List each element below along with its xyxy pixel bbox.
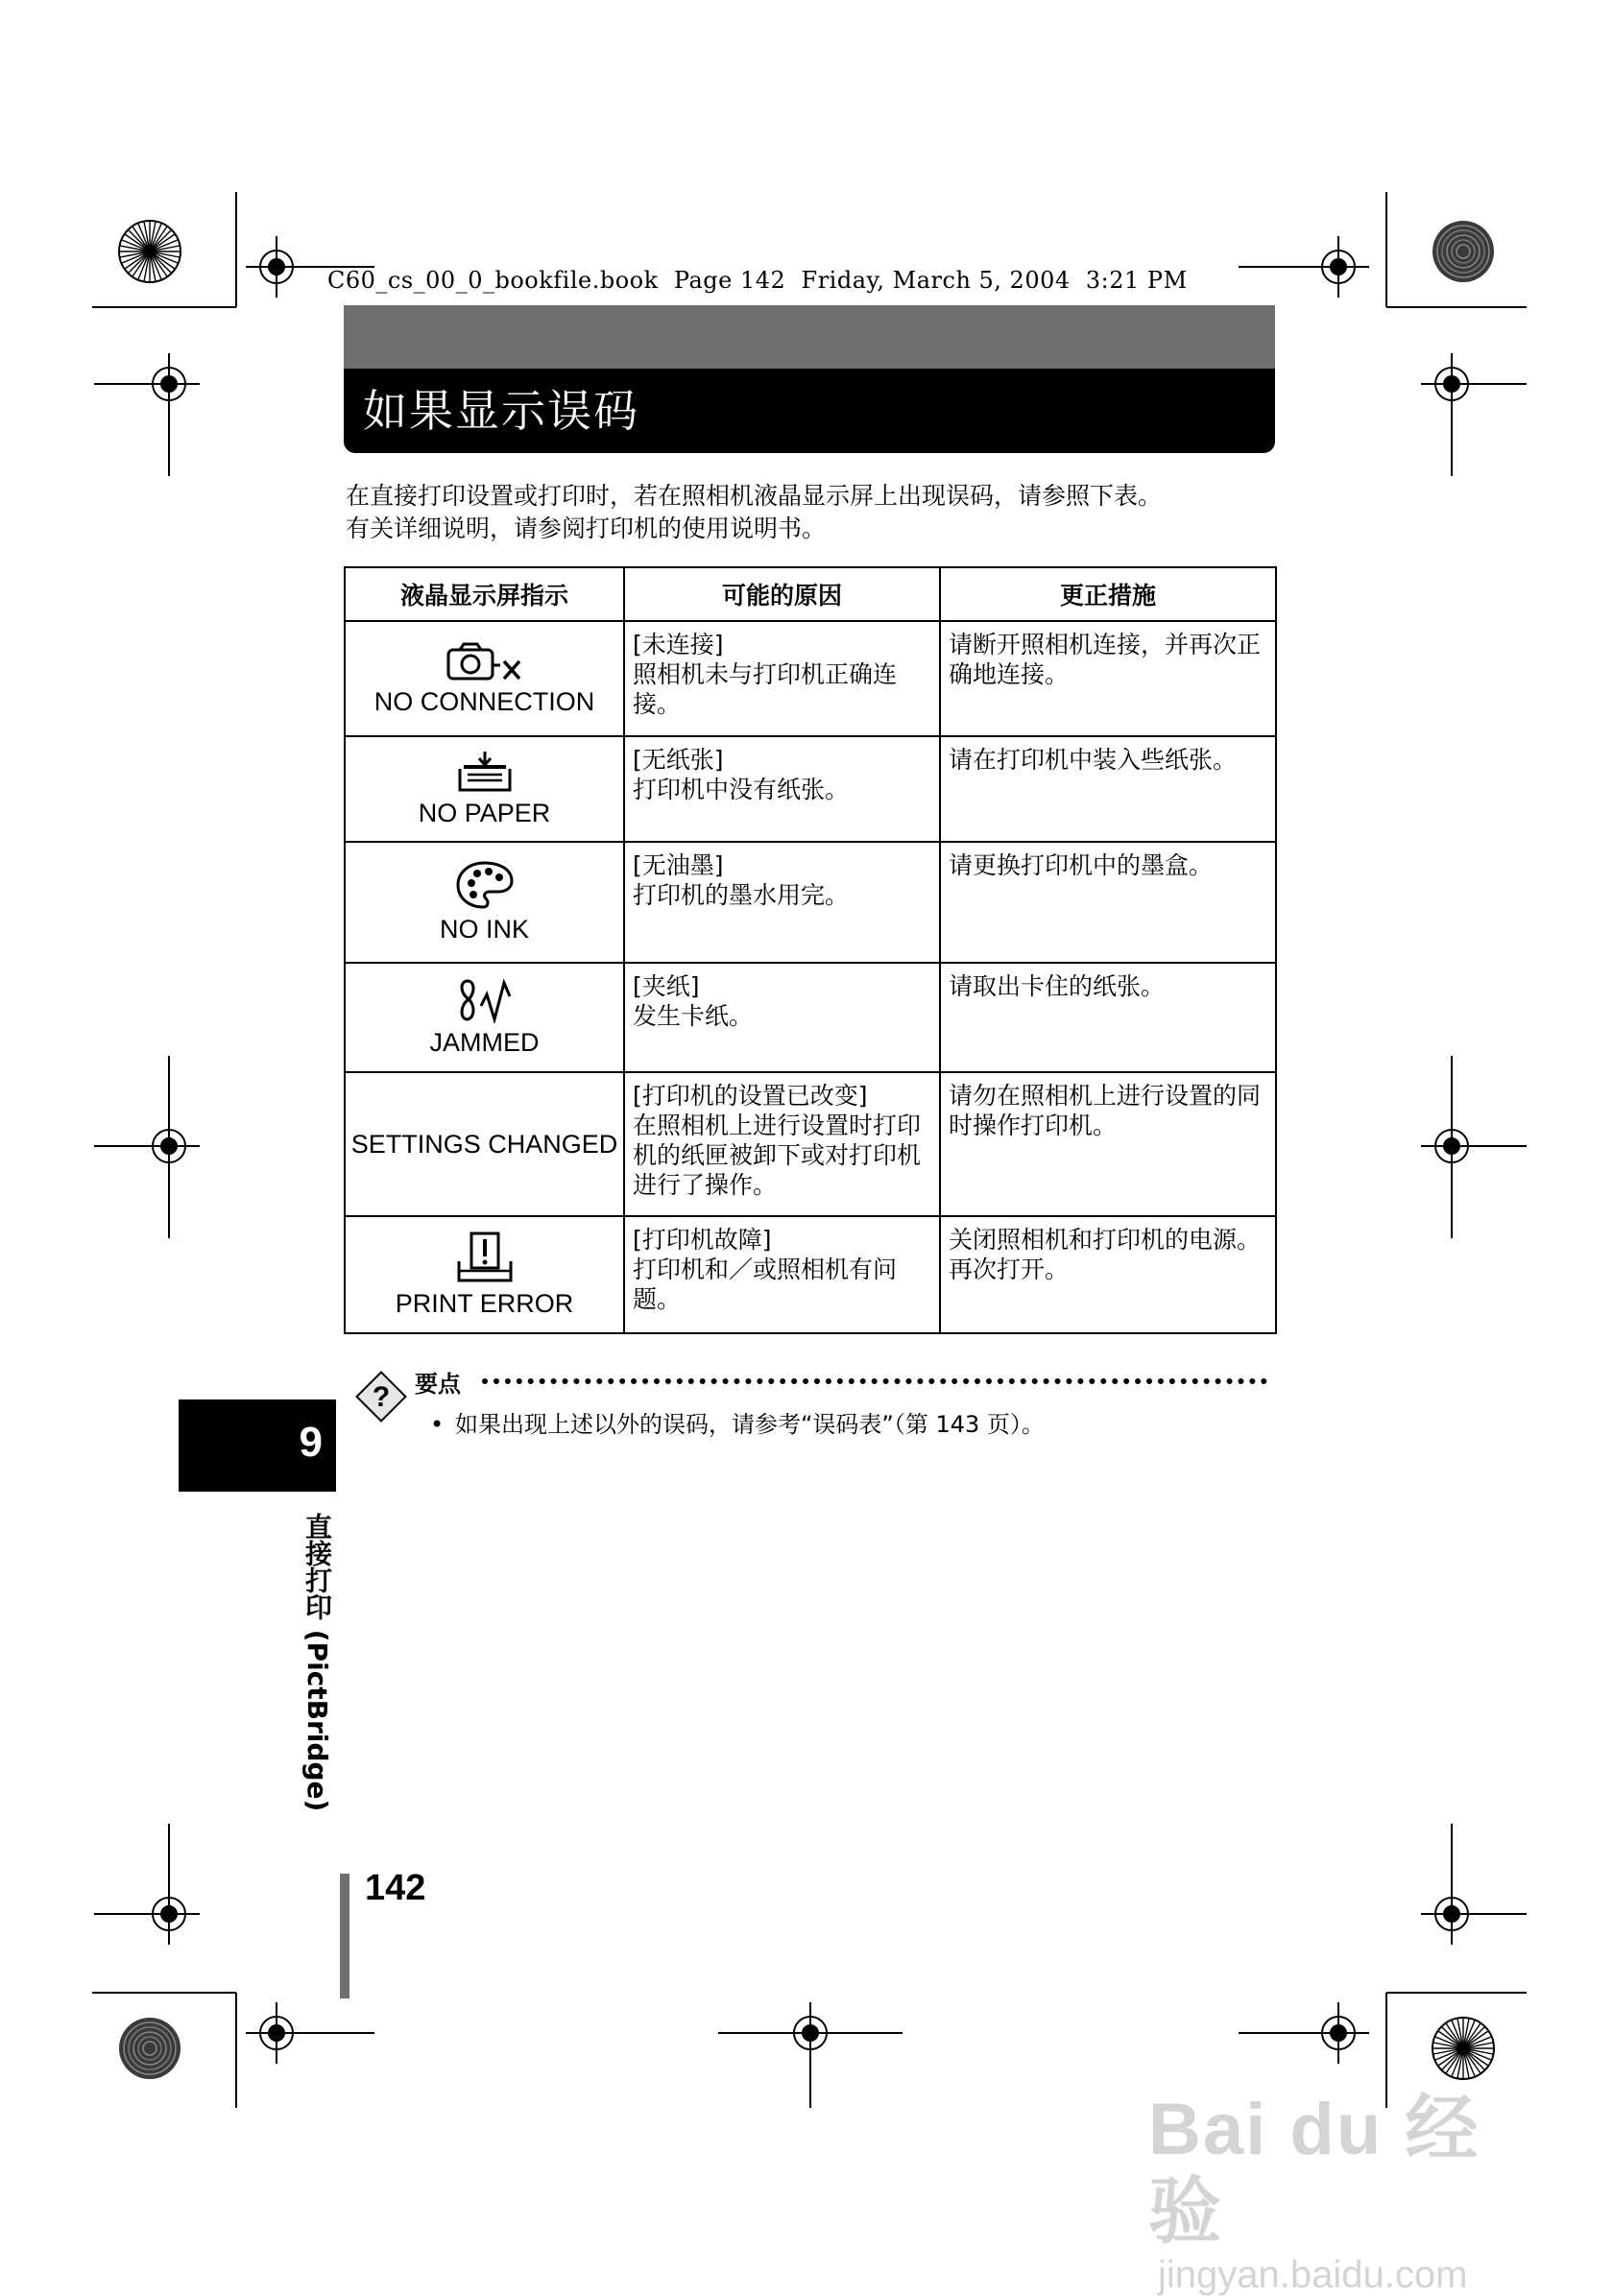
page-number: 142 xyxy=(365,1868,426,1908)
error-code-table xyxy=(344,566,1277,1334)
camera-disconnect-icon xyxy=(445,640,525,682)
indicator-cell xyxy=(345,736,624,842)
note-dotted-rule xyxy=(482,1378,1267,1384)
cause-title: [未连接] xyxy=(633,631,724,658)
indicator-cell xyxy=(345,621,624,736)
indicator-label: PRINT ERROR xyxy=(395,1289,574,1318)
ink-palette-icon xyxy=(454,860,516,910)
paper-jam-icon xyxy=(454,977,516,1023)
indicator-cell xyxy=(345,963,624,1072)
table-row xyxy=(345,621,1276,736)
svg-text:?: ? xyxy=(372,1381,391,1413)
cause-text: 打印机中没有纸张。 xyxy=(633,776,850,803)
file-header: C60_cs_00_0_bookfile.book Page 142 Friday, March 5, 2004 3:21 PM xyxy=(327,267,1188,294)
watermark xyxy=(1148,2089,1532,2296)
indicator-label: JAMMED xyxy=(429,1028,540,1057)
cause-title: [打印机的设置已改变] xyxy=(633,1082,868,1110)
note-title: 要点 xyxy=(415,1371,461,1398)
table-row xyxy=(345,1072,1276,1216)
cause-cell xyxy=(624,621,940,736)
cause-text: 打印机和／或照相机有问题。 xyxy=(633,1256,898,1313)
cause-text: 照相机未与打印机正确连接。 xyxy=(633,660,898,718)
indicator-cell xyxy=(345,1216,624,1333)
header-indicator: 液晶显示屏指示 xyxy=(345,567,624,621)
cause-title: [夹纸] xyxy=(633,972,700,1000)
cause-title: [无纸张] xyxy=(633,746,724,774)
hint-question-icon xyxy=(351,1367,411,1426)
note-item-text: 如果出现上述以外的误码，请参考“误码表”（第 143 页）。 xyxy=(455,1411,1045,1438)
table-row xyxy=(345,1216,1276,1333)
fix-text: 请勿在照相机上进行设置的同时操作打印机。 xyxy=(949,1082,1262,1139)
cause-text: 在照相机上进行设置时打印机的纸匣被卸下或对打印机进行了操作。 xyxy=(633,1112,922,1199)
indicator-cell xyxy=(345,1072,624,1216)
fix-cell xyxy=(940,1216,1276,1333)
header-cause: 可能的原因 xyxy=(624,567,940,621)
fix-text: 请更换打印机中的墨盒。 xyxy=(949,851,1214,879)
watermark-logo: Bai du 经验 xyxy=(1148,2089,1481,2253)
indicator-label: NO CONNECTION xyxy=(373,687,595,716)
intro-line: 在直接打印设置或打印时，若在照相机液晶显示屏上出现误码，请参照下表。 xyxy=(346,482,1163,510)
intro-text xyxy=(346,480,1306,545)
fix-text: 请取出卡住的纸张。 xyxy=(949,972,1166,1000)
paper-tray-icon xyxy=(456,750,514,794)
cause-cell xyxy=(624,963,940,1072)
table-row xyxy=(345,963,1276,1072)
fix-cell xyxy=(940,963,1276,1072)
fix-cell xyxy=(940,1072,1276,1216)
title-band-accent xyxy=(344,305,1275,369)
watermark-url: jingyan.baidu.com xyxy=(1158,2254,1468,2296)
indicator-label: SETTINGS CHANGED xyxy=(350,1130,618,1159)
note-item xyxy=(430,1405,1045,1439)
cause-text: 打印机的墨水用完。 xyxy=(633,881,850,909)
fix-text: 请在打印机中装入些纸张。 xyxy=(949,746,1238,774)
page-title: 如果显示误码 xyxy=(363,385,639,437)
cause-title: [打印机故障] xyxy=(633,1226,772,1254)
bullet-icon: • xyxy=(430,1411,445,1438)
cause-cell xyxy=(624,736,940,842)
indicator-label: NO PAPER xyxy=(418,799,551,827)
table-row xyxy=(345,736,1276,842)
table-row xyxy=(345,842,1276,963)
fix-text: 请断开照相机连接，并再次正确地连接。 xyxy=(949,631,1262,688)
chapter-side-title: 直接打印 (PictBridge) xyxy=(301,1513,333,1812)
cause-cell xyxy=(624,842,940,963)
indicator-cell xyxy=(345,842,624,963)
header-fix: 更正措施 xyxy=(940,567,1276,621)
cause-cell xyxy=(624,1216,940,1333)
page-number-bar xyxy=(340,1874,349,1998)
fix-cell xyxy=(940,842,1276,963)
cause-text: 发生卡纸。 xyxy=(633,1002,754,1030)
printer-error-icon xyxy=(455,1231,515,1284)
intro-line: 有关详细说明，请参阅打印机的使用说明书。 xyxy=(346,514,827,542)
fix-cell xyxy=(940,736,1276,842)
chapter-tab xyxy=(179,1399,336,1492)
fix-text: 关闭照相机和打印机的电源。再次打开。 xyxy=(949,1226,1262,1283)
indicator-label: NO INK xyxy=(439,915,529,944)
chapter-number: 9 xyxy=(299,1419,323,1466)
fix-cell xyxy=(940,621,1276,736)
cause-cell xyxy=(624,1072,940,1216)
cause-title: [无油墨] xyxy=(633,851,724,879)
title-band xyxy=(344,369,1275,453)
table-header-row xyxy=(345,567,1276,621)
